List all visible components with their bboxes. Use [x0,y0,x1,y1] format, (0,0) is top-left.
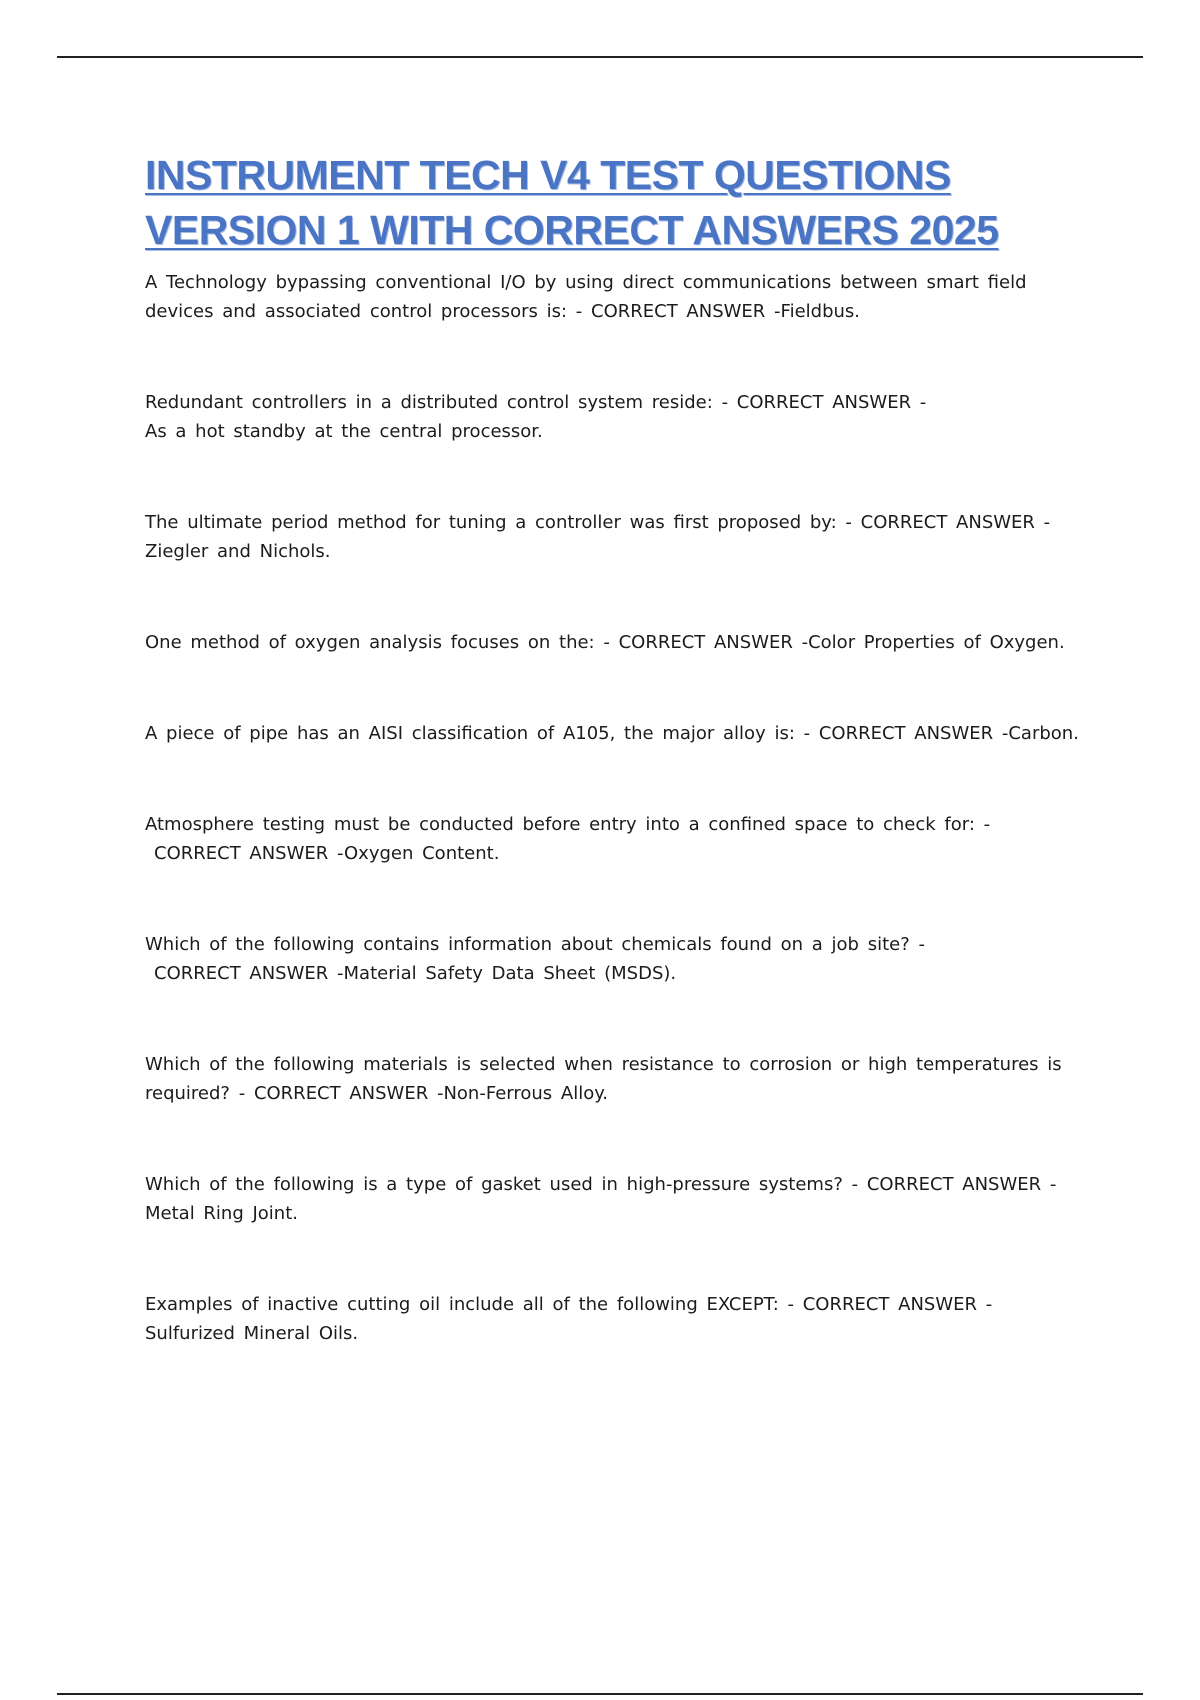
bottom-rule [57,1693,1143,1695]
question-item: A Technology bypassing conventional I/O by using direct communications between smart field devices and associated control processors is: - CORRECT ANSWER -Fieldbus. [145,272,1027,322]
document-title [145,148,1090,258]
answer-text: Metal Ring Joint. [145,1203,298,1224]
answer-label: CORRECT ANSWER [253,1083,429,1104]
question-item: Which of the following contains information about chemicals found on a job site? - CORRECT ANSWER -Material Safety Data Sheet (MSDS). [145,934,925,984]
question-item: A piece of pipe has an AISI classification of A105, the major alloy is: - CORRECT ANSWER -Carbon. [145,723,1079,744]
answer-label: CORRECT ANSWER [591,301,766,322]
answer-text: Material Safety Data Sheet (MSDS). [343,963,677,984]
answer-text: Non-Ferrous Alloy. [443,1083,609,1104]
answer-text: As a hot standby at the central processor. [145,421,543,442]
answer-text: Ziegler and Nichols. [145,541,331,562]
answer-label: CORRECT ANSWER [866,1174,1042,1195]
question-item: Which of the following materials is selected when resistance to corrosion or high temperatures is required? - CORRECT ANSWER -Non-Ferrous Alloy. [145,1054,1062,1104]
question-text: A piece of pipe has an AISI classification of A105, the major alloy is: [145,723,795,744]
title-line: INSTRUMENT TECH V4 TEST QUESTIONS [145,152,951,198]
question-text: Which of the following is a type of gasket used in high-pressure systems? [145,1174,843,1195]
top-rule [57,56,1143,58]
answer-label: CORRECT ANSWER [818,723,994,744]
question-item: Which of the following is a type of gasket used in high-pressure systems? - CORRECT ANSWER - Metal Ring Joint. [145,1170,1090,1228]
question-text: Which of the following materials is selected when resistance to corrosion or high temperatures is required? [145,1054,1062,1104]
question-item: One method of oxygen analysis focuses on the: - CORRECT ANSWER -Color Properties of Oxygen. [145,632,1065,653]
question-item: Examples of inactive cutting oil include all of the following EXCEPT: - CORRECT ANSWER - Sulfurized Mineral Oils. [145,1290,1090,1348]
answer-text: Oxygen Content. [344,843,500,864]
question-text: One method of oxygen analysis focuses on the: [145,632,595,653]
question-item: Redundant controllers in a distributed control system reside: - CORRECT ANSWER - As a hot standby at the central processor. [145,388,1090,446]
answer-label: CORRECT ANSWER [154,843,329,864]
question-text: The ultimate period method for tuning a controller was first proposed by: [145,512,837,533]
document-body [145,148,1090,1410]
answer-label: CORRECT ANSWER [736,392,912,413]
title-line: VERSION 1 WITH CORRECT ANSWERS 2025 [145,207,999,253]
question-item: Atmosphere testing must be conducted before entry into a confined space to check for: - CORRECT ANSWER -Oxygen Content. [145,814,991,864]
answer-label: CORRECT ANSWER [860,512,1035,533]
answer-label: CORRECT ANSWER [802,1294,978,1315]
answer-text: Fieldbus. [780,301,861,322]
question-list [145,268,1090,1348]
answer-label: CORRECT ANSWER [618,632,793,653]
question-text: A Technology bypassing conventional I/O by using direct communications between smart field devices and associated control processors is: [145,272,1027,322]
question-text: Redundant controllers in a distributed control system reside: [145,392,713,413]
answer-text: Sulfurized Mineral Oils. [145,1323,359,1344]
question-text: Examples of inactive cutting oil include all of the following EXCEPT: [145,1294,779,1315]
answer-label: CORRECT ANSWER [154,963,329,984]
answer-text: Color Properties of Oxygen. [808,632,1065,653]
question-item: The ultimate period method for tuning a controller was first proposed by: - CORRECT ANSWER - Ziegler and Nichols. [145,508,1090,566]
question-text: Atmosphere testing must be conducted before entry into a confined space to check for: [145,814,975,835]
question-text: Which of the following contains information about chemicals found on a job site? [145,934,910,955]
answer-text: Carbon. [1008,723,1079,744]
